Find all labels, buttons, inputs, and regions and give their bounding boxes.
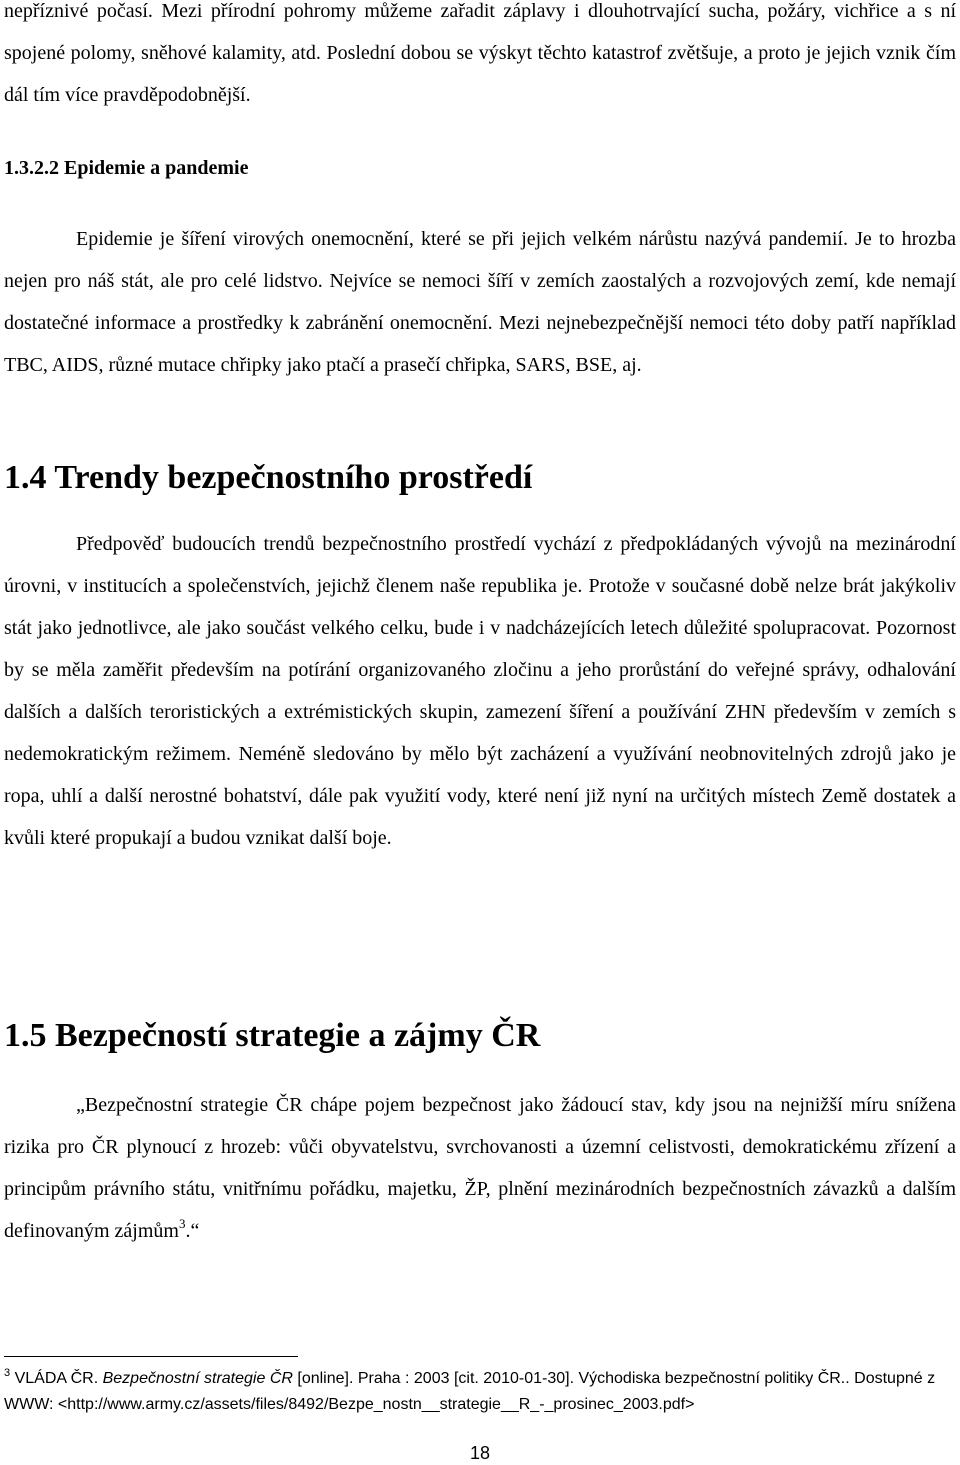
footnote-part2: [online]. Praha : 2003 [cit. 2010-01-30]. Východiska bezpečnostní politiky ČR.. Dostupné z WWW: <http://www.army.cz/assets/files/8492/Bezpe_nostn__strategie__R_-_prosinec_2003.pdf> xyxy=(4,1370,936,1413)
footnote-separator xyxy=(4,1356,298,1357)
epidemie-paragraph: Epidemie je šíření virových onemocnění, které se při jejich velkém nárůstu nazývá pandemií. Je to hrozba nejen pro náš stát, ale pro celé lidstvo. Nejvíce se nemoci šíří v zemích zaostalých a rozvojových zemí, kde nemají dostatečné informace a prostředky k zabránění onemocnění. Mezi nejnebezpečnější nemoci této doby patří například TBC, AIDS, různé mutace chřipky jako ptačí a prasečí chřipka, SARS, BSE, aj. xyxy=(4,228,956,376)
footnote-part1: VLÁDA ČR. xyxy=(10,1370,103,1387)
heading-1-3-2-2: 1.3.2.2 Epidemie a pandemie xyxy=(4,157,249,179)
strategie-paragraph xyxy=(4,1084,956,1252)
footnote-ref[interactable]: 3 xyxy=(178,1216,186,1231)
page-number: 18 xyxy=(469,1443,491,1463)
heading-1-4: 1.4 Trendy bezpečnostního prostředí xyxy=(4,459,533,496)
footnote-title: Bezpečnostní strategie ČR xyxy=(102,1370,293,1387)
quote-end: .“ xyxy=(185,1220,200,1242)
intro-paragraph: nepříznivé počasí. Mezi přírodní pohromy můžeme zařadit záplavy i dlouhotrvající sucha, požáry, vichřice a s ní spojené polomy, sněhové kalamity, atd. Poslední dobou se výskyt těchto katastrof zvětšuje, a proto je jejich vznik čím dál tím více pravděpodobnější. xyxy=(4,0,956,106)
footnote xyxy=(4,1366,944,1418)
trendy-paragraph: Předpověď budoucích trendů bezpečnostního prostředí vychází z předpokládaných vývojů na mezinárodní úrovni, v institucích a společenstvích, jejichž členem naše republika je. Protože v současné době nelze brát jakýkoliv stát jako jednotlivce, ale jako součást velkého celku, bude i v nadcházejících letech důležité spolupracovat. Pozornost by se měla zaměřit především na potírání organizovaného zločinu a jeho prorůstání do veřejné správy, odhalování dalších a dalších teroristických a extrémistických skupin, zamezení šíření a používání ZHN především v zemích s nedemokratickým režimem. Neméně sledováno by mělo být zacházení a využívání neobnovitelných zdrojů jako je ropa, uhlí a další nerostné bohatství, dále pak využití vody, které není již nyní na určitých místech Země dostatek a kvůli které propukají a budou vznikat další boje. xyxy=(4,533,956,849)
strategie-quote: „Bezpečnostní strategie ČR chápe pojem bezpečnost jako žádoucí stav, kdy jsou na nejnižší míru snížena rizika pro ČR plynoucí z hrozeb: vůči obyvatelstvu, svrchovanosti a územní celistvosti, demokratickému zřízení a principům právního státu, vnitřnímu pořádku, majetku, ŽP, plnění mezinárodních bezpečnostních závazků a dalším definovaným zájmům xyxy=(4,1094,956,1242)
footnote-number: 3 xyxy=(4,1367,11,1379)
heading-1-5: 1.5 Bezpečností strategie a zájmy ČR xyxy=(4,1017,541,1054)
document-page xyxy=(4,0,956,1465)
